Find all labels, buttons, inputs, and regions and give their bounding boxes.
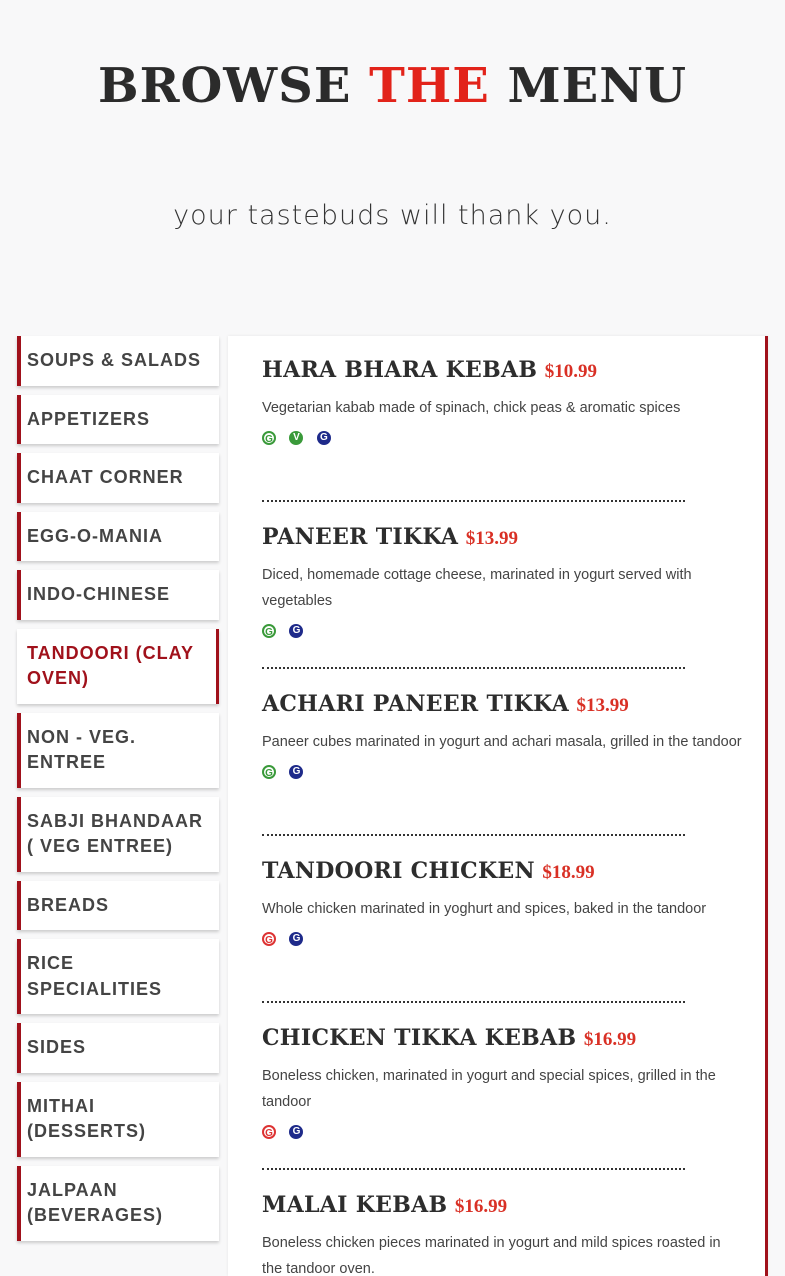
title-part1: BROWSE bbox=[98, 58, 352, 114]
menu-item bbox=[262, 686, 742, 781]
item-description: Vegetarian kabab made of spinach, chick peas & aromatic spices bbox=[262, 400, 681, 416]
menu-item bbox=[262, 1020, 742, 1141]
item-price: $16.99 bbox=[454, 1196, 508, 1217]
category-sabji-bhandaar[interactable]: SABJI BHANDAAR ( VEG ENTREE) bbox=[17, 797, 219, 872]
item-name: HARA BHARA KEBAB bbox=[262, 357, 538, 383]
title-part2: MENU bbox=[507, 58, 687, 114]
item-description: Diced, homemade cottage cheese, marinated in yogurt served with vegetables bbox=[262, 567, 692, 609]
category-soups-salads[interactable]: SOUPS & SALADS bbox=[17, 336, 219, 386]
item-description: Whole chicken marinated in yoghurt and spices, baked in the tandoor bbox=[262, 901, 707, 917]
category-breads[interactable]: BREADS bbox=[17, 881, 219, 931]
category-tandoori[interactable]: TANDOORI (CLAY OVEN) bbox=[17, 629, 219, 704]
category-chaat-corner[interactable]: CHAAT CORNER bbox=[17, 453, 219, 503]
item-name: CHICKEN TIKKA KEBAB bbox=[262, 1025, 577, 1051]
item-description: Paneer cubes marinated in yogurt and achari masala, grilled in the tandoor bbox=[262, 734, 742, 750]
gluten-icon: G bbox=[289, 624, 303, 638]
gluten-icon: G bbox=[317, 431, 331, 445]
item-divider bbox=[262, 1001, 685, 1003]
item-price: $10.99 bbox=[544, 361, 597, 382]
item-price: $13.99 bbox=[576, 695, 629, 716]
title-accent: THE bbox=[369, 58, 490, 114]
item-divider bbox=[262, 667, 685, 669]
category-indo-chinese[interactable]: INDO-CHINESE bbox=[17, 570, 219, 620]
gf-red-icon: G bbox=[262, 1125, 276, 1139]
category-jalpaan[interactable]: JALPAAN (BEVERAGES) bbox=[17, 1166, 219, 1241]
vegetarian-icon: V bbox=[289, 431, 303, 445]
menu-item bbox=[262, 519, 742, 640]
menu-item bbox=[262, 853, 742, 948]
gf-green-icon: G bbox=[262, 765, 276, 779]
item-description: Boneless chicken pieces marinated in yogurt and mild spices roasted in the tandoor oven. bbox=[262, 1235, 721, 1276]
gf-green-icon: G bbox=[262, 431, 276, 445]
category-rice-specialities[interactable]: RICE SPECIALITIES bbox=[17, 939, 219, 1014]
item-divider bbox=[262, 834, 685, 836]
item-price: $18.99 bbox=[542, 862, 595, 883]
gf-red-icon: G bbox=[262, 932, 276, 946]
page-title bbox=[0, 58, 785, 114]
category-appetizers[interactable]: APPETIZERS bbox=[17, 395, 219, 445]
category-non-veg-entree[interactable]: NON - VEG. ENTREE bbox=[17, 713, 219, 788]
menu-item bbox=[262, 1187, 742, 1276]
category-sidebar bbox=[17, 336, 219, 1250]
menu-panel bbox=[228, 336, 768, 1276]
gluten-icon: G bbox=[289, 765, 303, 779]
item-name: PANEER TIKKA bbox=[262, 524, 459, 550]
item-divider bbox=[262, 500, 685, 502]
item-name: MALAI KEBAB bbox=[262, 1192, 448, 1218]
gf-green-icon: G bbox=[262, 624, 276, 638]
category-egg-o-mania[interactable]: EGG-O-MANIA bbox=[17, 512, 219, 562]
item-description: Boneless chicken, marinated in yogurt and special spices, grilled in the tandoor bbox=[262, 1068, 716, 1110]
item-name: TANDOORI CHICKEN bbox=[262, 858, 535, 884]
gluten-icon: G bbox=[289, 932, 303, 946]
item-price: $13.99 bbox=[465, 528, 518, 549]
category-mithai[interactable]: MITHAI (DESSERTS) bbox=[17, 1082, 219, 1157]
item-price: $16.99 bbox=[583, 1029, 637, 1050]
category-sides[interactable]: SIDES bbox=[17, 1023, 219, 1073]
item-name: ACHARI PANEER TIKKA bbox=[262, 691, 570, 717]
tagline: your tastebuds will thank you. bbox=[173, 200, 612, 231]
menu-item bbox=[262, 352, 742, 447]
item-divider bbox=[262, 1168, 685, 1170]
gluten-icon: G bbox=[289, 1125, 303, 1139]
